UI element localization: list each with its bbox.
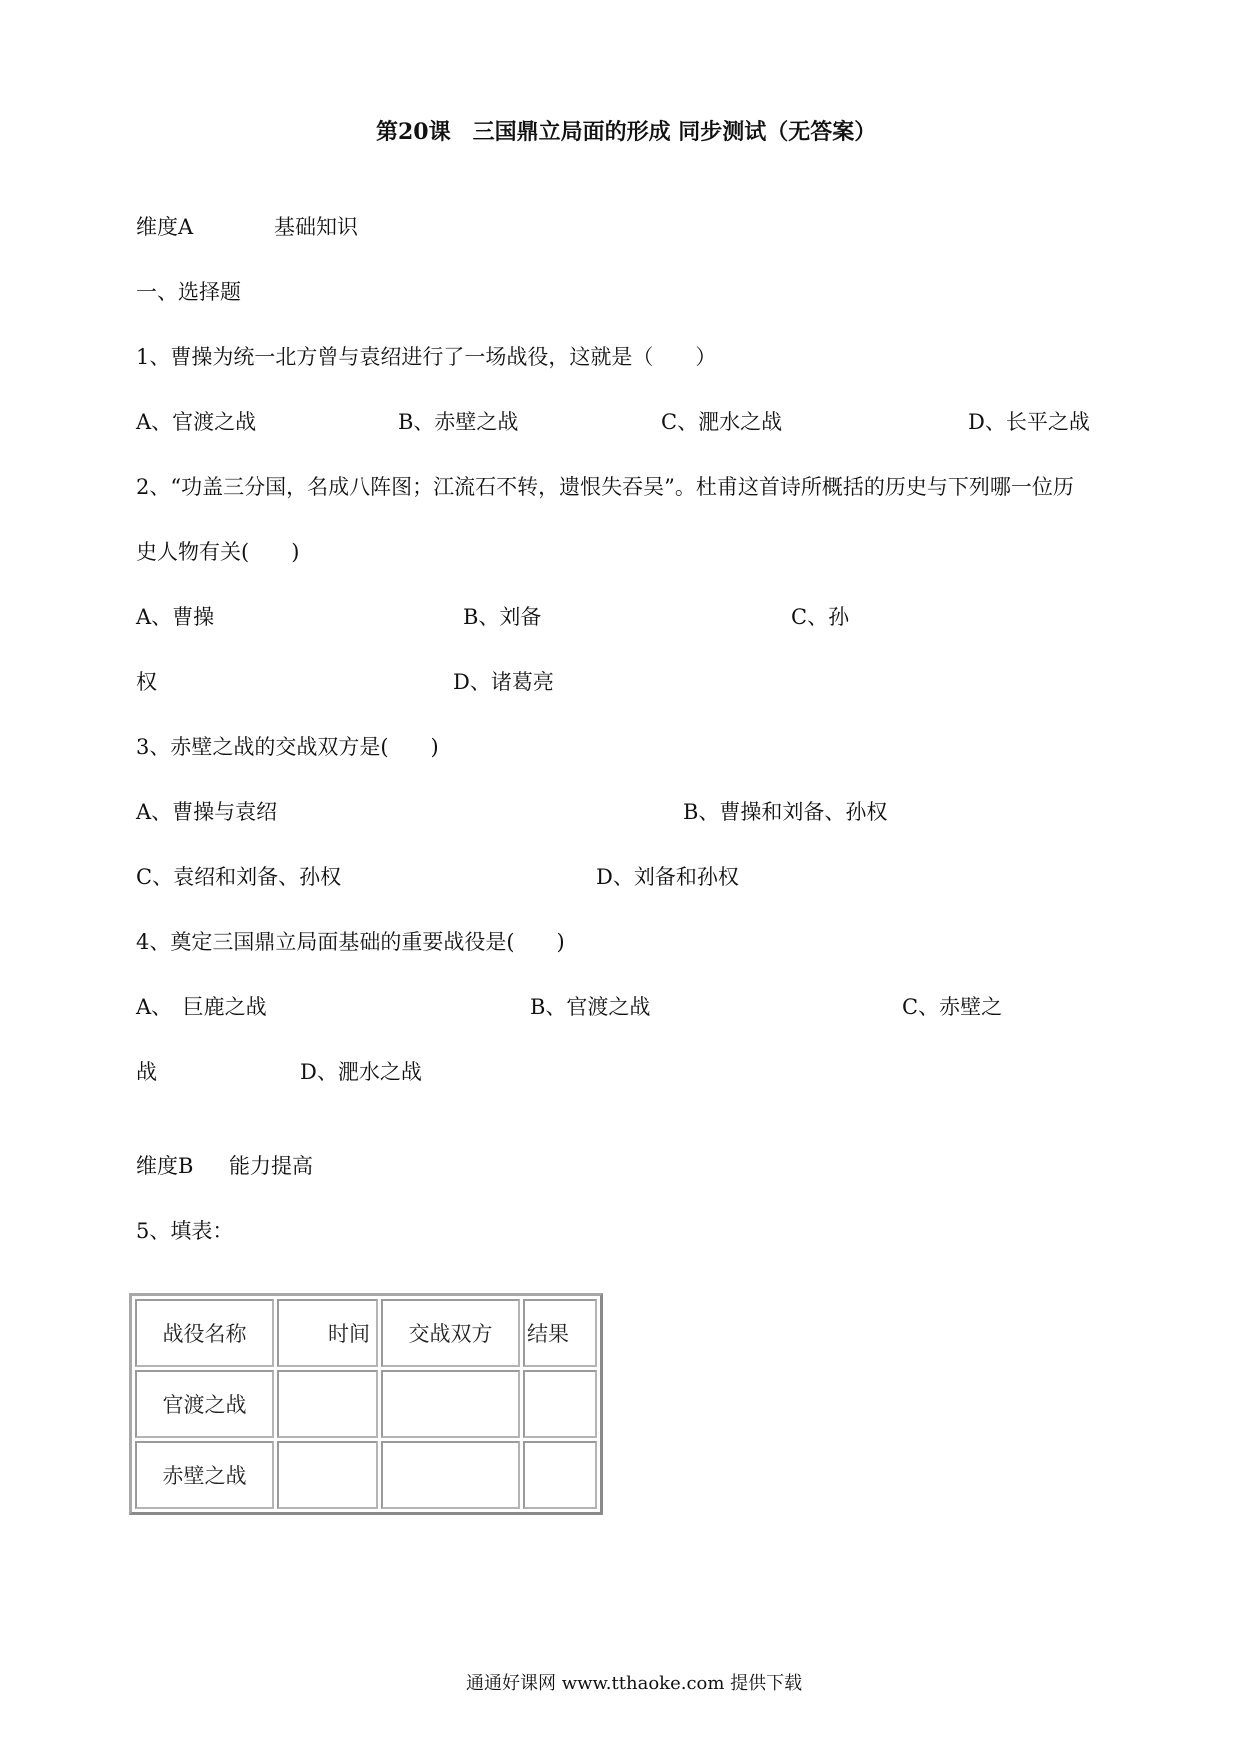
q3-option-c: C、袁绍和刘备、孙权 — [136, 865, 342, 889]
q2-option-c-continued: 权 — [136, 670, 157, 694]
q2-option-b: B、刘备 — [463, 605, 542, 629]
cell-result — [523, 1370, 597, 1438]
q3-option-b: B、曹操和刘备、孙权 — [683, 800, 888, 824]
q4-option-c: C、赤壁之 — [902, 995, 1003, 1019]
section-heading: 一、选择题 — [136, 280, 241, 304]
header-battle-name: 战役名称 — [135, 1299, 274, 1367]
table-header-row — [135, 1299, 597, 1367]
q2-option-c: C、孙 — [791, 605, 850, 629]
q3-option-d: D、刘备和孙权 — [596, 865, 739, 889]
footer-credit: 通通好课网 www.tthaoke.com 提供下载 — [466, 1673, 803, 1694]
header-parties: 交战双方 — [381, 1299, 520, 1367]
cell-battle-name: 官渡之战 — [135, 1370, 274, 1438]
q4-option-c-continued: 战 — [136, 1060, 157, 1084]
question-2-stem-line1: 2、“功盖三分国，名成八阵图；江流石不转，遗恨失吞吴”。杜甫这首诗所概括的历史与下列哪一位历 — [136, 475, 1074, 499]
q1-option-d: D、长平之战 — [968, 410, 1090, 434]
q1-option-c: C、淝水之战 — [661, 410, 783, 434]
cell-parties — [381, 1370, 520, 1438]
question-2-stem-line2: 史人物有关( ) — [136, 540, 300, 564]
question-5-stem: 5、填表： — [136, 1219, 234, 1243]
q3-option-a: A、曹操与袁绍 — [136, 800, 278, 824]
cell-parties — [381, 1441, 520, 1509]
q4-option-d: D、淝水之战 — [300, 1060, 422, 1084]
page-title: 第20课 三国鼎立局面的形成 同步测试（无答案） — [376, 119, 877, 145]
cell-result — [523, 1441, 597, 1509]
q1-option-a: A、官渡之战 — [136, 410, 257, 434]
q4-option-b: B、官渡之战 — [530, 995, 651, 1019]
q4-option-a: A、 巨鹿之战 — [136, 995, 267, 1019]
cell-battle-name: 赤壁之战 — [135, 1441, 274, 1509]
header-time: 时间 — [277, 1299, 378, 1367]
dimension-a-label: 维度A — [136, 215, 194, 239]
q2-option-d: D、诸葛亮 — [453, 670, 554, 694]
dimension-a-name: 基础知识 — [274, 215, 358, 239]
dimension-b-label: 维度B — [136, 1154, 194, 1178]
q2-option-a: A、曹操 — [136, 605, 215, 629]
question-4-stem: 4、奠定三国鼎立局面基础的重要战役是( ) — [136, 930, 565, 954]
question-3-stem: 3、赤壁之战的交战双方是( ) — [136, 735, 439, 759]
question-1-stem: 1、曹操为统一北方曾与袁绍进行了一场战役，这就是（ ） — [136, 345, 717, 369]
table-row — [135, 1370, 597, 1438]
q1-option-b: B、赤壁之战 — [398, 410, 519, 434]
battle-table — [129, 1293, 603, 1515]
cell-time — [277, 1441, 378, 1509]
cell-time — [277, 1370, 378, 1438]
table-row — [135, 1441, 597, 1509]
dimension-b-name: 能力提高 — [229, 1154, 313, 1178]
header-result: 结果 — [523, 1299, 597, 1367]
